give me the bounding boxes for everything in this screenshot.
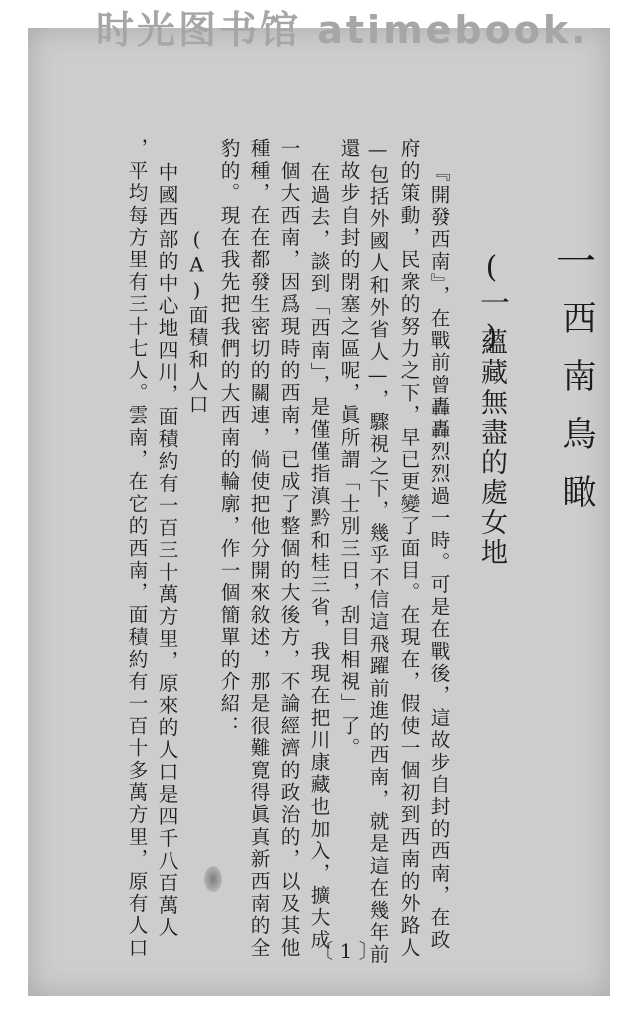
page-number: 〔 1 〕 xyxy=(313,939,379,963)
book-page xyxy=(28,28,610,996)
subsection-heading: (A)面積和人口 xyxy=(185,228,208,416)
body-column: 種種，在在都發生密切的關連，倘使把他分開來敘述，那是很難寛得眞真新西南的全 xyxy=(247,138,270,960)
body-column: 還故步自封的閉塞之區呢，眞所謂「士別三日，刮目相視」了。 xyxy=(337,138,360,760)
watermark: 时光图书馆 atimebook. xyxy=(96,8,589,52)
ink-smudge xyxy=(204,866,222,892)
body-column: 在過去，談到「西南」，是僅僅指滇黔和桂三省，我現在把川康藏也加入，擴大成 xyxy=(307,162,330,952)
body-column: 豹的。現在我先把我們的大西南的輪廓，作一個簡單的介紹： xyxy=(217,138,240,738)
body-column: 『開發西南』，在戰前曾轟轟烈烈過一時。可是在戰後，這故步自封的西南，在政 xyxy=(427,162,450,952)
body-column: ，平均每方里有三十七人。雲南，在它的西南，面積約有一百十多萬方里，原有人口 xyxy=(125,138,148,960)
body-column: 府的策動，民衆的努力之下，早已更變了面目。在現在，假使一個初到西南的外路人 xyxy=(397,138,420,960)
chapter-title: 西南鳥瞰 xyxy=(556,300,596,532)
body-column: 中國西部的中心地四川，面積約有一百三十萬方里，原來的人口是四千八百萬人 xyxy=(155,162,178,939)
body-column: 一個大西南，因爲現時的西南，已成了整個的大後方，不論經濟的政治的，以及其他 xyxy=(277,138,300,960)
body-column: —包括外國人和外省人—，驟視之下，幾乎不信這飛躍前進的西南，就是這在幾年前 xyxy=(366,138,389,967)
section-title: 蘊藏無盡的處女地 xyxy=(476,328,507,568)
chapter-number: 一 xyxy=(556,239,596,285)
section-number: (一) xyxy=(474,250,509,356)
